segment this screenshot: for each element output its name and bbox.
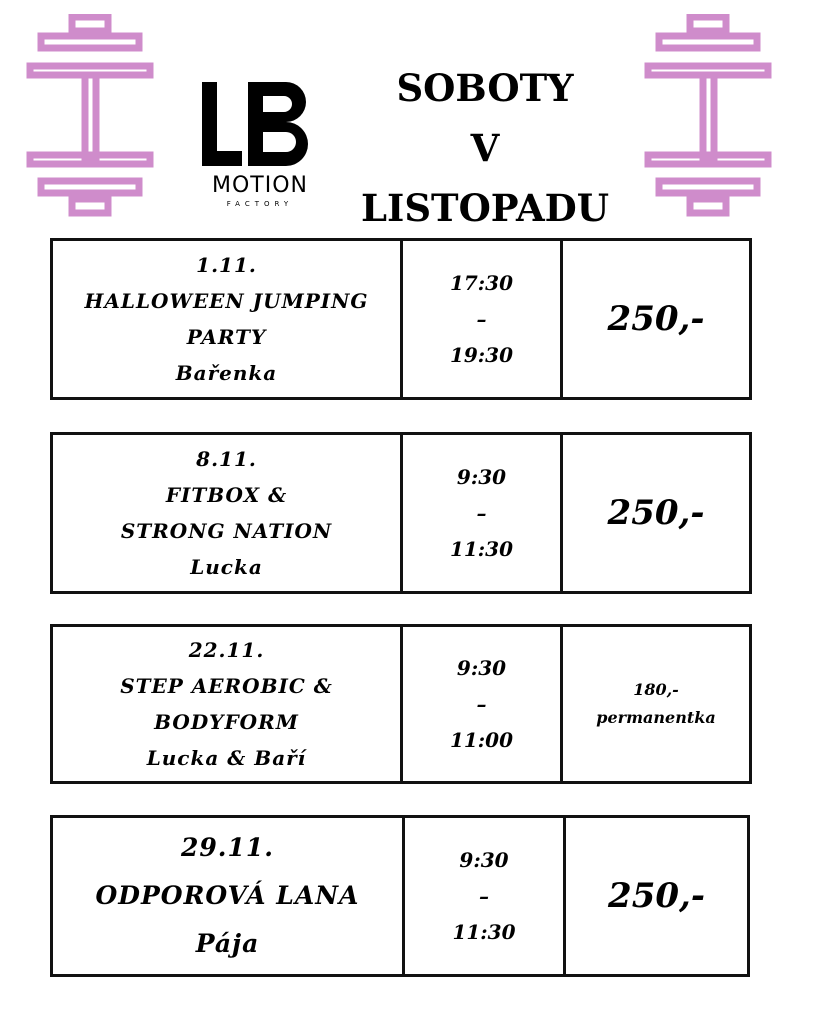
event-instructor: Bařenka xyxy=(175,361,278,385)
event-title-line: ODPOROVÁ LANA xyxy=(95,881,360,910)
time-end: 11:00 xyxy=(449,728,514,752)
schedule-row xyxy=(50,624,752,784)
time-end: 11:30 xyxy=(452,920,516,944)
time-end: 11:30 xyxy=(449,537,514,561)
dumbbell-right-icon xyxy=(643,14,773,218)
price-value: 250,- xyxy=(607,493,705,533)
event-time xyxy=(400,432,563,594)
event-title-line: BODYFORM xyxy=(154,710,299,734)
event-price xyxy=(560,238,752,400)
event-price xyxy=(563,815,750,977)
event-title-line: PARTY xyxy=(186,325,267,349)
event-title-line: STEP AEROBIC & xyxy=(120,674,333,698)
event-date: 1.11. xyxy=(196,253,257,277)
time-separator: – xyxy=(476,692,487,716)
event-price xyxy=(560,432,752,594)
event-title-line: STRONG NATION xyxy=(120,519,333,543)
title-line-1: SOBOTY xyxy=(396,66,574,110)
event-price xyxy=(560,624,752,784)
event-date: 22.11. xyxy=(188,638,265,662)
time-start: 9:30 xyxy=(456,656,507,680)
event-description xyxy=(50,815,405,977)
event-time xyxy=(400,624,563,784)
title-line-3: LISTOPADU xyxy=(361,186,609,230)
logo-factory-text: FACTORY xyxy=(226,200,294,208)
time-separator: – xyxy=(476,501,487,525)
dumbbell-left-icon xyxy=(25,14,155,218)
lb-logo-icon xyxy=(198,80,322,170)
logo xyxy=(198,80,322,212)
price-note: permanentka xyxy=(596,708,716,727)
page-title xyxy=(340,58,630,238)
price-value: 250,- xyxy=(607,299,705,339)
time-start: 17:30 xyxy=(449,271,514,295)
schedule-row xyxy=(50,432,752,594)
event-time xyxy=(402,815,566,977)
event-description xyxy=(50,624,403,784)
event-description xyxy=(50,238,403,400)
schedule-row xyxy=(50,238,752,400)
price-value: 250,- xyxy=(608,876,705,916)
event-instructor: Lucka xyxy=(190,555,263,579)
event-title-line: HALLOWEEN JUMPING xyxy=(84,289,369,313)
event-date: 29.11. xyxy=(181,833,274,862)
time-start: 9:30 xyxy=(459,848,509,872)
event-time xyxy=(400,238,563,400)
event-instructor: Pája xyxy=(195,929,260,958)
time-end: 19:30 xyxy=(449,343,514,367)
event-instructor: Lucka & Baří xyxy=(146,746,307,770)
time-separator: – xyxy=(479,884,489,908)
event-description xyxy=(50,432,403,594)
schedule-row xyxy=(50,815,750,977)
price-value: 180,- xyxy=(633,680,679,699)
logo-motion-text: MOTION xyxy=(212,173,308,198)
time-start: 9:30 xyxy=(456,465,507,489)
time-separator: – xyxy=(476,307,487,331)
event-date: 8.11. xyxy=(196,447,257,471)
title-line-2: V xyxy=(470,126,500,170)
event-title-line: FITBOX & xyxy=(165,483,288,507)
